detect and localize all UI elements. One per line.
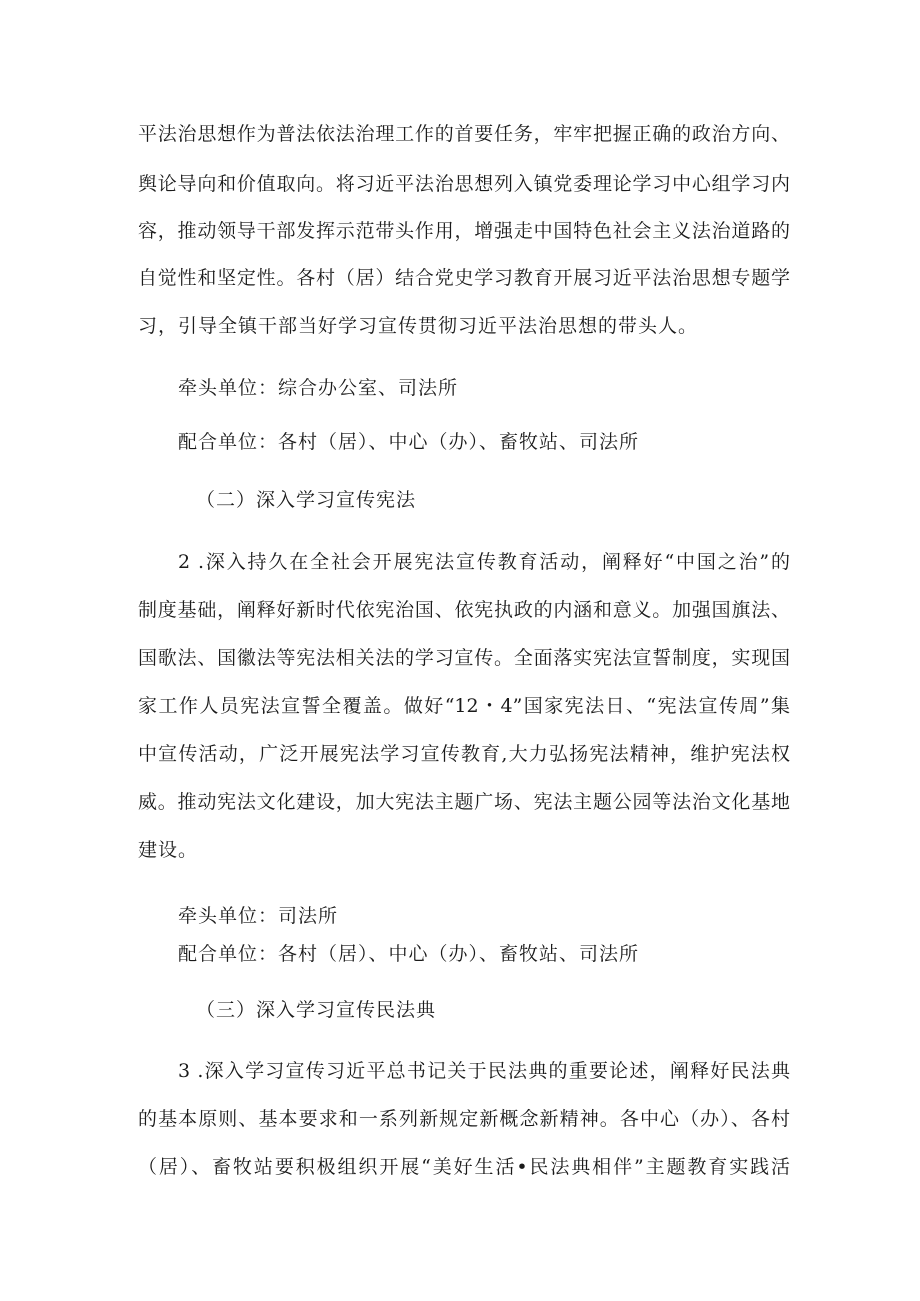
paragraph-line: 舆论导向和价值取向。将习近平法治思想列入镇党委理论学习中心组学习内 — [138, 173, 790, 195]
paragraph-line: 平法治思想作为普法依法治理工作的首要任务，牢牢把握正确的政治方向、 — [138, 123, 790, 145]
paragraph-line: 建设。 — [138, 839, 199, 861]
paragraph-line: （居）、畜牧站要积极组织开展“美好生活•民法典相伴”主题教育实践活 — [138, 1156, 790, 1178]
paragraph-line: 家工作人员宪法宣誓全覆盖。做好“12・4”国家宪法日、“宪法宣传周”集 — [138, 695, 790, 717]
paragraph-line: 习，引导全镇干部当好学习宣传贯彻习近平法治思想的带头人。 — [138, 315, 699, 337]
section-heading-2: （二）深入学习宣传宪法 — [196, 489, 417, 511]
section-heading-3: （三）深入学习宣传民法典 — [196, 999, 437, 1021]
paragraph-line: 制度基础，阐释好新时代依宪治国、依宪执政的内涵和意义。加强国旗法、 — [138, 599, 790, 621]
paragraph-line: 2 .深入持久在全社会开展宪法宣传教育活动，阐释好“中国之治”的 — [178, 551, 790, 573]
cooperating-unit-1: 配合单位：各村（居）、中心（办）、畜牧站、司法所 — [178, 431, 640, 453]
paragraph-line: 国歌法、国徽法等宪法相关法的学习宣传。全面落实宪法宣誓制度，实现国 — [138, 647, 790, 669]
paragraph-line: 3 .深入学习宣传习近平总书记关于民法典的重要论述，阐释好民法典 — [178, 1060, 790, 1082]
paragraph-line: 中宣传活动，广泛开展宪法学习宣传教育,大力弘扬宪法精神，维护宪法权 — [138, 743, 790, 765]
paragraph-line: 的基本原则、基本要求和一系列新规定新概念新精神。各中心（办）、各村 — [138, 1108, 790, 1130]
lead-unit-2: 牵头单位：司法所 — [178, 905, 339, 927]
cooperating-unit-2: 配合单位：各村（居）、中心（办）、畜牧站、司法所 — [178, 943, 640, 965]
paragraph-line: 自觉性和坚定性。各村（居）结合党史学习教育开展习近平法治思想专题学 — [138, 267, 790, 289]
paragraph-line: 威。推动宪法文化建设，加大宪法主题广场、宪法主题公园等法治文化基地 — [138, 791, 790, 813]
lead-unit-1: 牵头单位：综合办公室、司法所 — [178, 377, 459, 399]
paragraph-line: 容，推动领导干部发挥示范带头作用，增强走中国特色社会主义法治道路的 — [138, 220, 790, 242]
